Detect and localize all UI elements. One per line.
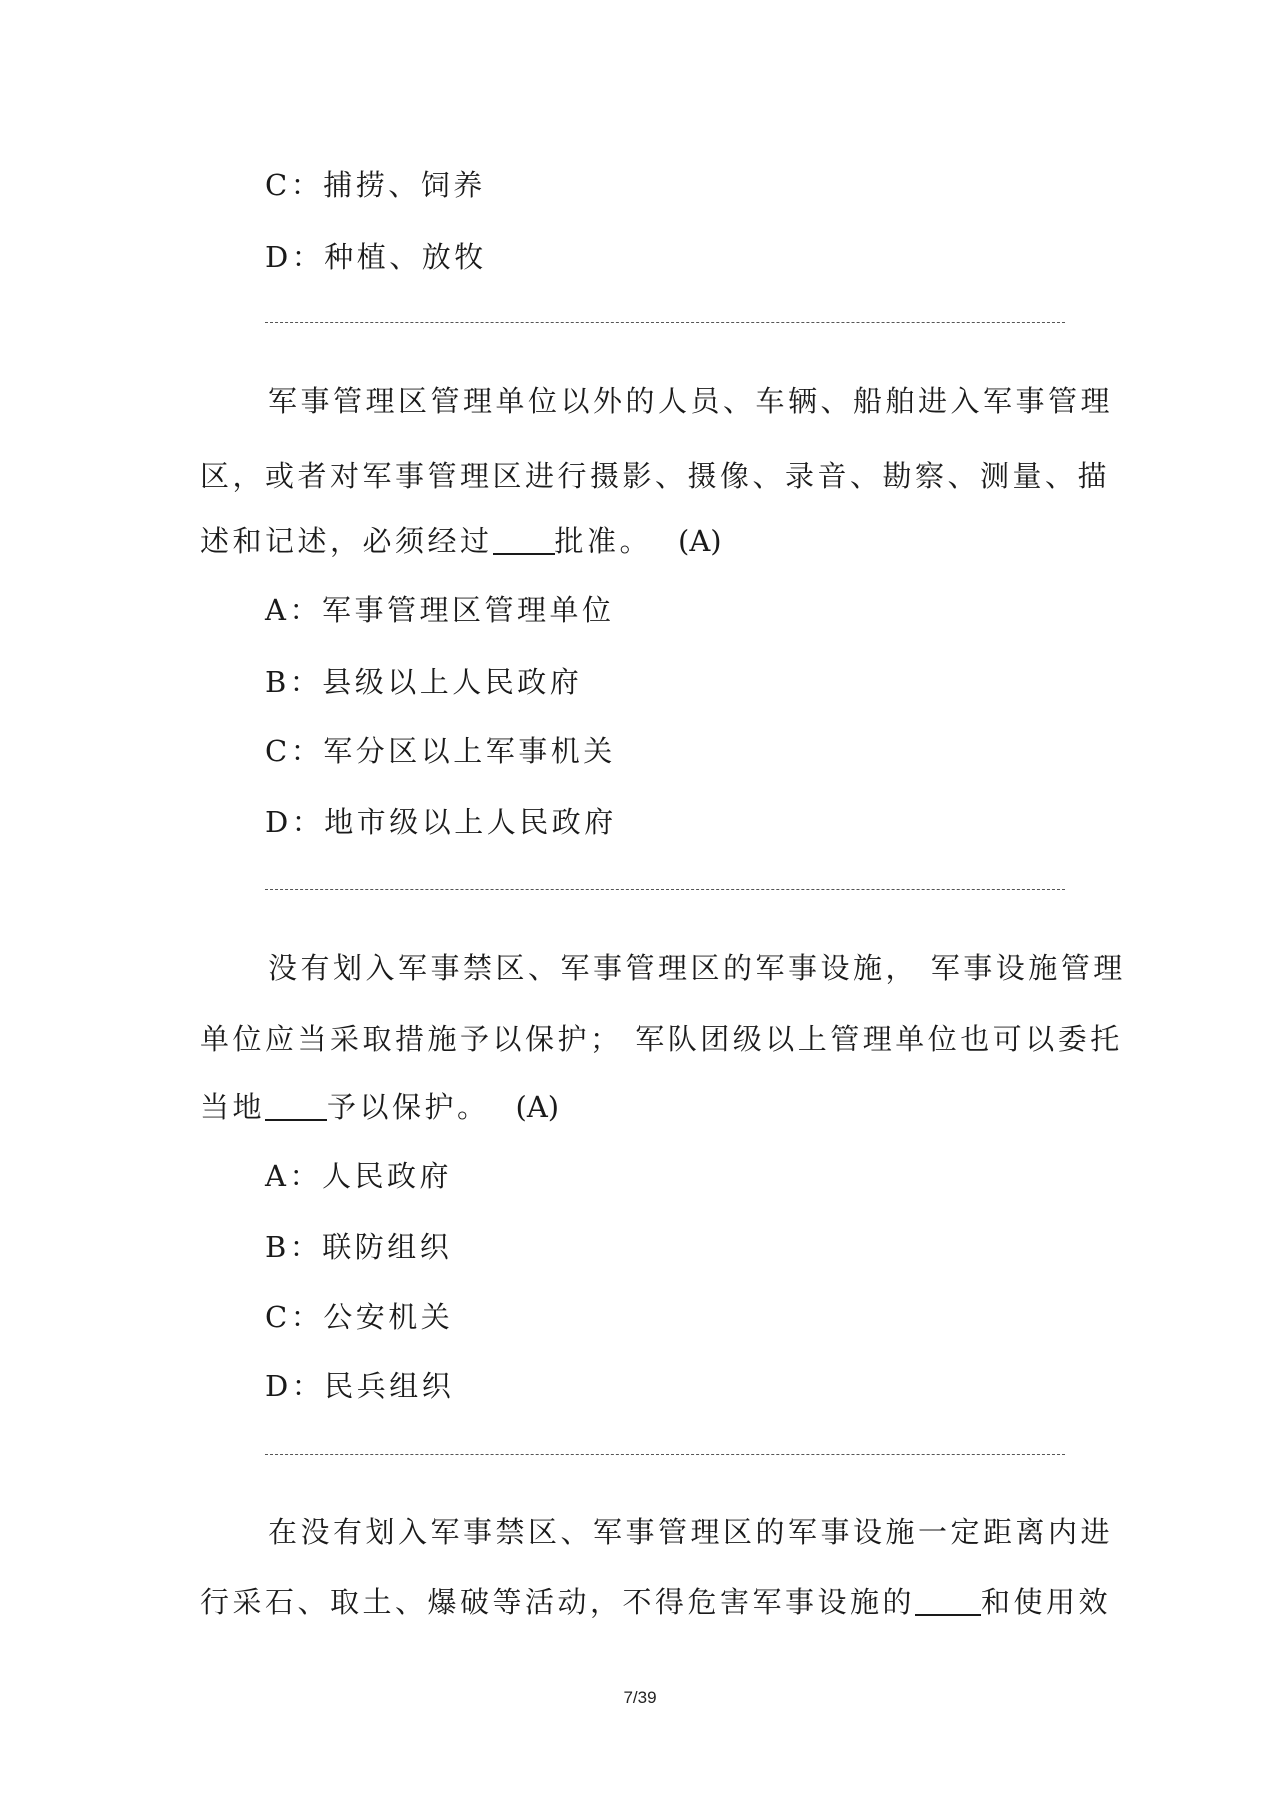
question-text-line: 区，或者对军事管理区进行摄影、摄像、录音、勘察、测量、描	[200, 459, 1111, 493]
option-b: B：县级以上人民政府	[265, 665, 583, 699]
option-d: D：民兵组织	[265, 1369, 455, 1403]
option-c: C：军分区以上军事机关	[265, 734, 616, 768]
separator-line	[265, 1454, 1065, 1455]
option-a: A：军事管理区管理单位	[265, 593, 615, 627]
question-text: 批准。	[554, 524, 653, 558]
question-text: 和使用效	[981, 1585, 1112, 1619]
question-text: 行采石、取土、爆破等活动，不得危害军事设施的	[200, 1585, 916, 1619]
question-text-line: 单位应当采取措施予以保护； 军队团级以上管理单位也可以委托	[200, 1022, 1123, 1056]
question-text-line	[200, 1087, 1090, 1127]
separator-line	[265, 889, 1065, 890]
question-text: 述和记述，必须经过	[200, 524, 493, 558]
page-number: 7/39	[623, 1688, 657, 1707]
option-d: D：种植、放牧	[265, 240, 487, 274]
question-text-line: 军事管理区管理单位以外的人员、车辆、船舶进入军事管理	[268, 384, 1114, 418]
question-text-line: 在没有划入军事禁区、军事管理区的军事设施一定距离内进	[268, 1515, 1114, 1549]
question-text-line	[200, 1582, 1112, 1622]
question-text-line	[200, 521, 1090, 561]
option-d: D：地市级以上人民政府	[265, 805, 617, 839]
fill-in-blank	[493, 523, 555, 555]
fill-in-blank	[915, 1584, 981, 1616]
separator-line	[265, 322, 1065, 323]
option-c: C：公安机关	[265, 1300, 454, 1334]
option-b: B：联防组织	[265, 1230, 453, 1264]
answer-key: (A)	[678, 524, 722, 558]
option-c: C：捕捞、饲养	[265, 168, 486, 202]
question-text: 当地	[200, 1090, 266, 1124]
fill-in-blank	[265, 1089, 327, 1121]
question-text-line: 没有划入军事禁区、军事管理区的军事设施， 军事设施管理	[268, 951, 1126, 985]
answer-key: (A)	[515, 1090, 560, 1124]
option-a: A：人民政府	[265, 1159, 452, 1193]
question-text: 予以保护。	[327, 1090, 490, 1124]
